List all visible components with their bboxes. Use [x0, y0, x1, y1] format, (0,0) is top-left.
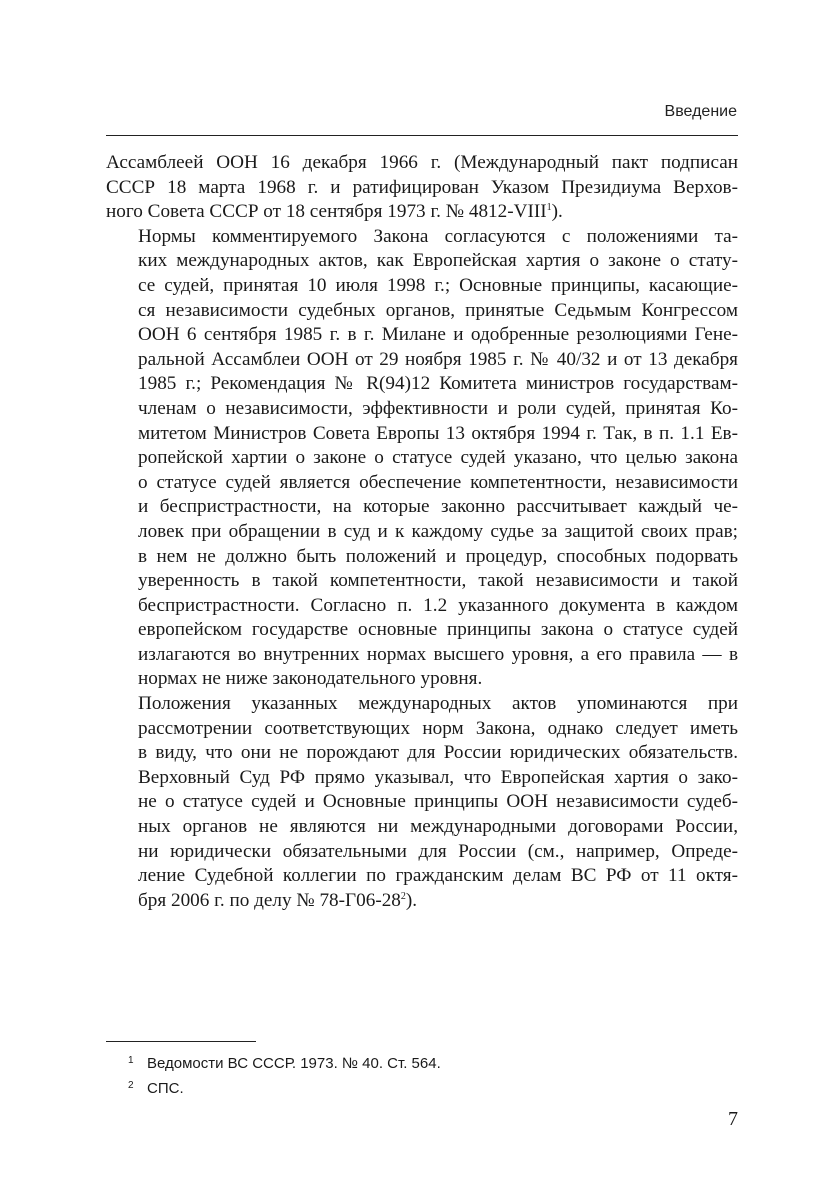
- header-rule: [106, 135, 738, 136]
- footnote-rule: [106, 1041, 256, 1042]
- text-line: ся независимости судебных органов, принятые Седьмым Конгрессом: [138, 299, 738, 321]
- text-line: европейском государстве основные принципы закона о статусе судей: [138, 619, 738, 641]
- text-line: ных органов не являются ни международными договорами России,: [138, 816, 738, 838]
- text-line: ких международных актов, как Европейская хартия о законе о стату-: [138, 250, 738, 272]
- text-line: ропейской хартии о законе о статусе судей указано, что целью закона: [138, 447, 738, 469]
- text-line: членам о независимости, эффективности и роли судей, принятая Ко-: [138, 397, 738, 419]
- text-line: в нем не должно быть положений и процедур, способных подорвать: [138, 545, 738, 567]
- text-line: рассмотрении соответствующих норм Закона, однако следует иметь: [138, 717, 738, 739]
- text-line: се судей, принятая 10 июля 1998 г.; Основные принципы, касающие-: [138, 274, 738, 296]
- text-line: митетом Министров Совета Европы 13 октября 1994 г. Так, в п. 1.1 Ев-: [138, 422, 738, 444]
- text-line: 1985 г.; Рекомендация № R(94)12 Комитета министров государствам-: [138, 373, 738, 395]
- text-line: ральной Ассамблеи ООН от 29 ноября 1985 г. № 40/32 и от 13 декабря: [138, 348, 738, 370]
- text-line: ление Судебной коллегии по гражданским делам ВС РФ от 11 октя-: [138, 865, 738, 887]
- text-line: не о статусе судей и Основные принципы ООН независимости судеб-: [138, 791, 738, 813]
- text-line: ни юридически обязательными для России (см., например, Опреде-: [138, 840, 738, 862]
- text-line: Верховный Суд РФ прямо указывал, что Европейская хартия о зако-: [138, 766, 738, 788]
- text-segment: бря 2006 г. по делу № 78-Г06-28: [138, 889, 401, 911]
- text-line: [106, 200, 738, 225]
- text-segment: ного Совета СССР от 18 сентября 1973 г. № 4812-VIII: [106, 201, 547, 223]
- footnote-number: 1: [128, 1055, 134, 1066]
- text-line: излагаются во внутренних нормах высшего уровня, а его правила — в: [138, 643, 738, 665]
- footnote-2: [128, 1075, 441, 1100]
- text-line: о статусе судей является обеспечение компетентности, независимости: [138, 471, 738, 493]
- text-line: и беспристрастности, на которые законно рассчитывает каждый че-: [138, 496, 738, 518]
- text-segment: ).: [405, 889, 418, 911]
- text-line: Положения указанных международных актов упоминаются при: [138, 693, 738, 715]
- paragraph-2: [106, 225, 738, 692]
- text-line: [106, 889, 738, 914]
- text-line: Нормы комментируемого Закона согласуются с положениями та-: [138, 225, 738, 247]
- text-line: нормах не ниже законодательного уровня.: [138, 668, 483, 690]
- text-line: ООН 6 сентября 1985 г. в г. Милане и одобренные резолюциями Гене-: [138, 324, 738, 346]
- paragraph-3: [106, 692, 738, 913]
- paragraph-1: [106, 151, 738, 225]
- footnote-text: Ведомости ВС СССР. 1973. № 40. Ст. 564.: [147, 1055, 441, 1072]
- text-line: в виду, что они не порождают для России юридических обязательств.: [138, 742, 738, 764]
- text-segment: ).: [551, 201, 563, 223]
- footnote-ref-1[interactable]: 1: [546, 202, 552, 214]
- running-header: Введение: [664, 103, 737, 120]
- text-line: Ассамблеей ООН 16 декабря 1966 г. (Международный пакт подписан: [106, 152, 738, 173]
- text-line: беспристрастности. Согласно п. 1.2 указанного документа в каждом: [138, 594, 738, 616]
- body-text: [106, 151, 738, 913]
- text-line: СССР 18 марта 1968 г. и ратифицирован Указом Президиума Верхов-: [106, 176, 738, 198]
- page-number: 7: [728, 1108, 738, 1130]
- footnote-text: СПС.: [147, 1080, 184, 1097]
- text-line: уверенность в такой компетентности, такой независимости и такой: [138, 570, 738, 592]
- footnotes: [128, 1050, 441, 1100]
- footnote-ref-2[interactable]: 2: [400, 890, 406, 902]
- footnote-1: [128, 1050, 441, 1075]
- footnote-number: 2: [128, 1080, 134, 1091]
- text-line: ловек при обращении в суд и к каждому судье за защитой своих прав;: [138, 520, 738, 542]
